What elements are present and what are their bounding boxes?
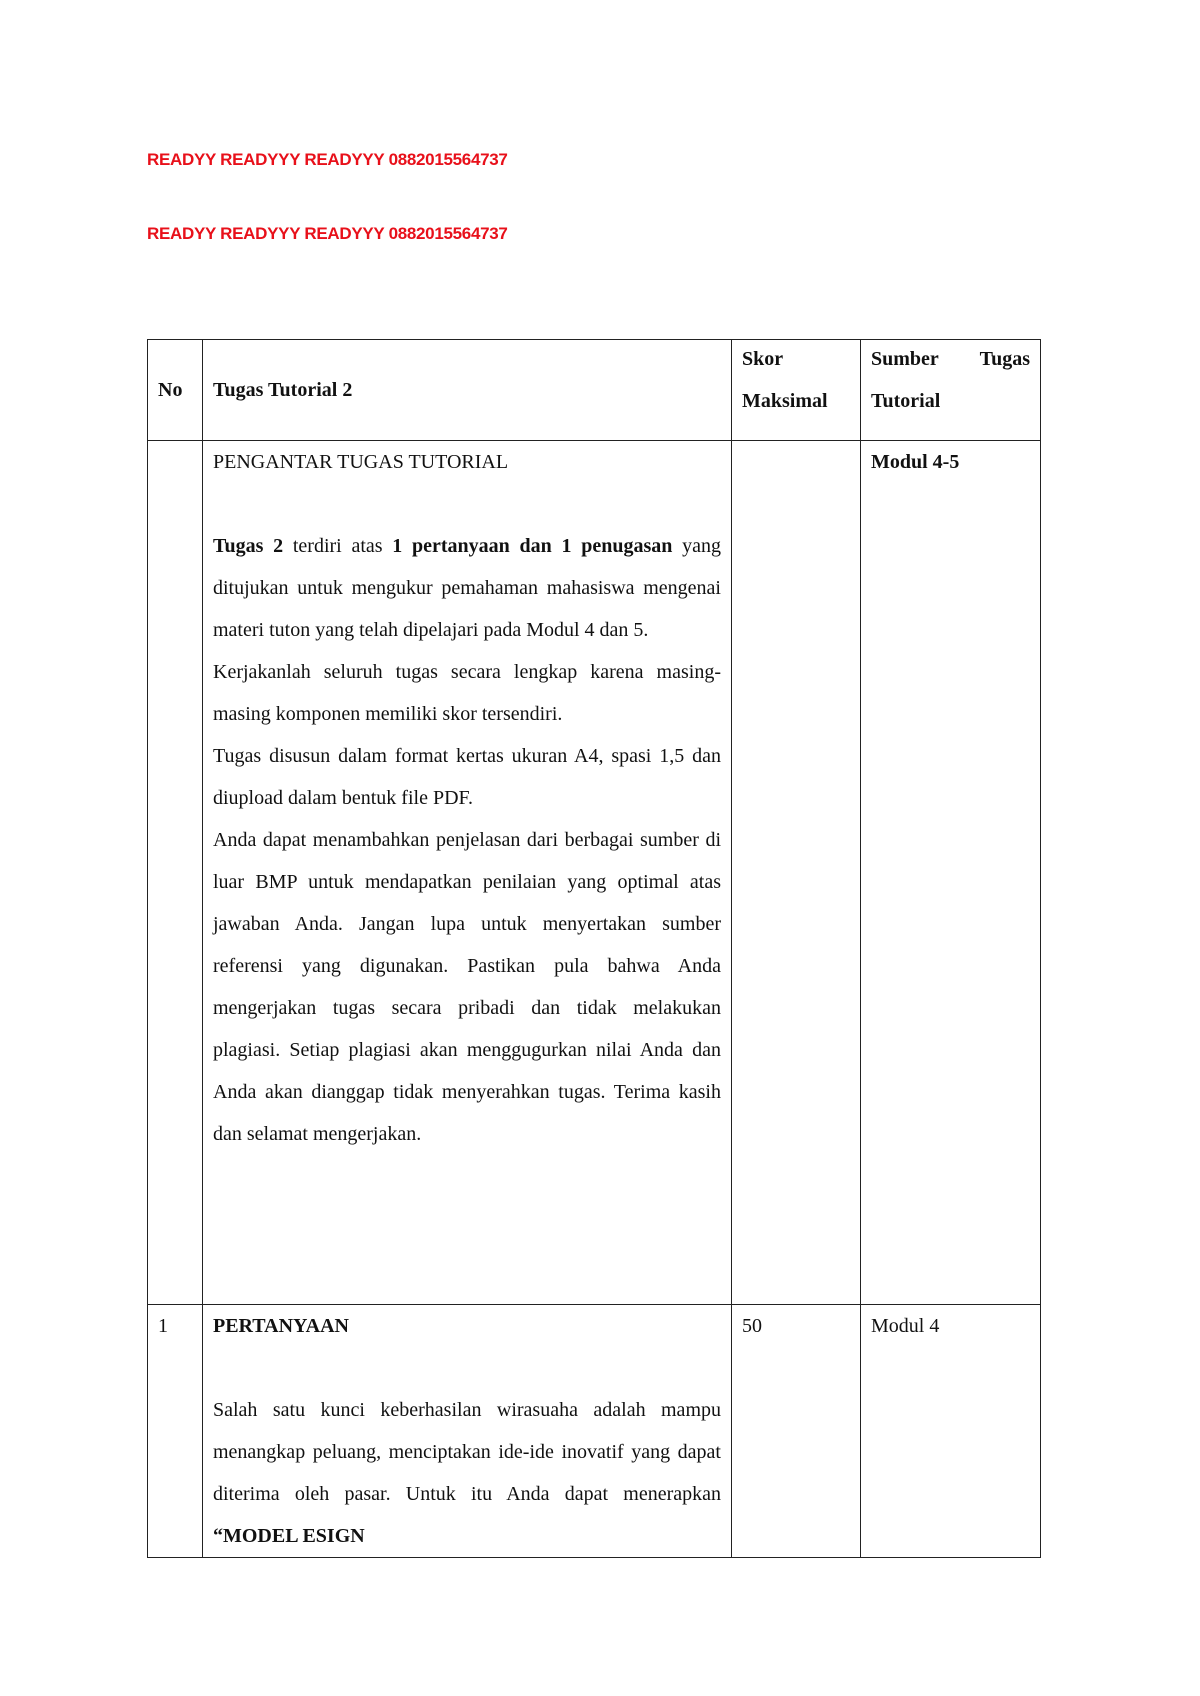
column-header-source-word-1: Sumber xyxy=(871,348,939,370)
intro-paragraph-1 xyxy=(213,525,721,651)
column-header-source-line-2: Tutorial xyxy=(871,390,941,412)
cell-intro-score xyxy=(732,441,861,1305)
table-header-row xyxy=(148,340,1041,441)
tutorial-table xyxy=(147,339,1041,1558)
table-row-question-1 xyxy=(148,1305,1041,1558)
question-source: Modul 4 xyxy=(871,1315,940,1337)
cell-question-source xyxy=(861,1305,1041,1558)
column-header-source xyxy=(861,340,1041,441)
intro-p1-bold-2: 1 pertanyaan dan 1 penugasan xyxy=(392,535,673,557)
column-header-task: Tugas Tutorial 2 xyxy=(203,340,732,441)
intro-p1-text-2: yang ditujukan untuk mengukur pemahaman mahasiswa mengenai materi tuton yang telah dipelajari pada Modul 4 dan 5. xyxy=(213,535,721,641)
intro-paragraph-2: Kerjakanlah seluruh tugas secara lengkap karena masing-masing komponen memiliki skor tersendiri. xyxy=(213,661,721,725)
question-score: 50 xyxy=(742,1315,762,1337)
intro-title: PENGANTAR TUGAS TUTORIAL xyxy=(213,451,509,473)
cell-intro-task xyxy=(203,441,732,1305)
column-header-score xyxy=(732,340,861,441)
cell-question-score xyxy=(732,1305,861,1558)
intro-p1-bold-1: Tugas 2 xyxy=(213,535,284,557)
cell-question-no xyxy=(148,1305,203,1558)
column-header-no: No xyxy=(148,340,203,441)
header-line-2: READYY READYYY READYYY 0882015564737 xyxy=(147,224,508,243)
cell-intro-no xyxy=(148,441,203,1305)
question-paragraph-1 xyxy=(213,1389,721,1557)
question-p1-bold: “MODEL ESIGN xyxy=(213,1525,365,1547)
question-title: PERTANYAAN xyxy=(213,1315,349,1337)
header-line-1: READYY READYYY READYYY 0882015564737 xyxy=(147,150,508,169)
intro-source: Modul 4-5 xyxy=(871,451,960,473)
cell-intro-source xyxy=(861,441,1041,1305)
cell-question-task xyxy=(203,1305,732,1558)
question-p1-text: Salah satu kunci keberhasilan wirasuaha adalah mampu menangkap peluang, menciptakan ide-ide inovatif yang dapat diterima oleh pasar. Untuk itu Anda dapat menerapkan xyxy=(213,1399,721,1505)
column-header-score-line-1: Skor xyxy=(742,348,784,370)
intro-paragraph-3: Tugas disusun dalam format kertas ukuran A4, spasi 1,5 dan diupload dalam bentuk file PDF. xyxy=(213,745,721,809)
column-header-source-word-2: Tugas xyxy=(979,348,1030,370)
intro-p1-text-1: terdiri atas xyxy=(283,535,393,557)
question-number: 1 xyxy=(158,1315,168,1337)
column-header-score-line-2: Maksimal xyxy=(742,390,828,412)
intro-paragraph-4: Anda dapat menambahkan penjelasan dari berbagai sumber di luar BMP untuk mendapatkan penilaian yang optimal atas jawaban Anda. Jangan lupa untuk menyertakan sumber referensi yang digunakan. Pastikan pula bahwa Anda mengerjakan tugas secara pribadi dan tidak melakukan plagiasi. Setiap plagiasi akan menggugurkan nilai Anda dan Anda akan dianggap tidak menyerahkan tugas. Terima kasih dan selamat mengerjakan. xyxy=(213,829,721,1145)
table-row-intro xyxy=(148,441,1041,1305)
